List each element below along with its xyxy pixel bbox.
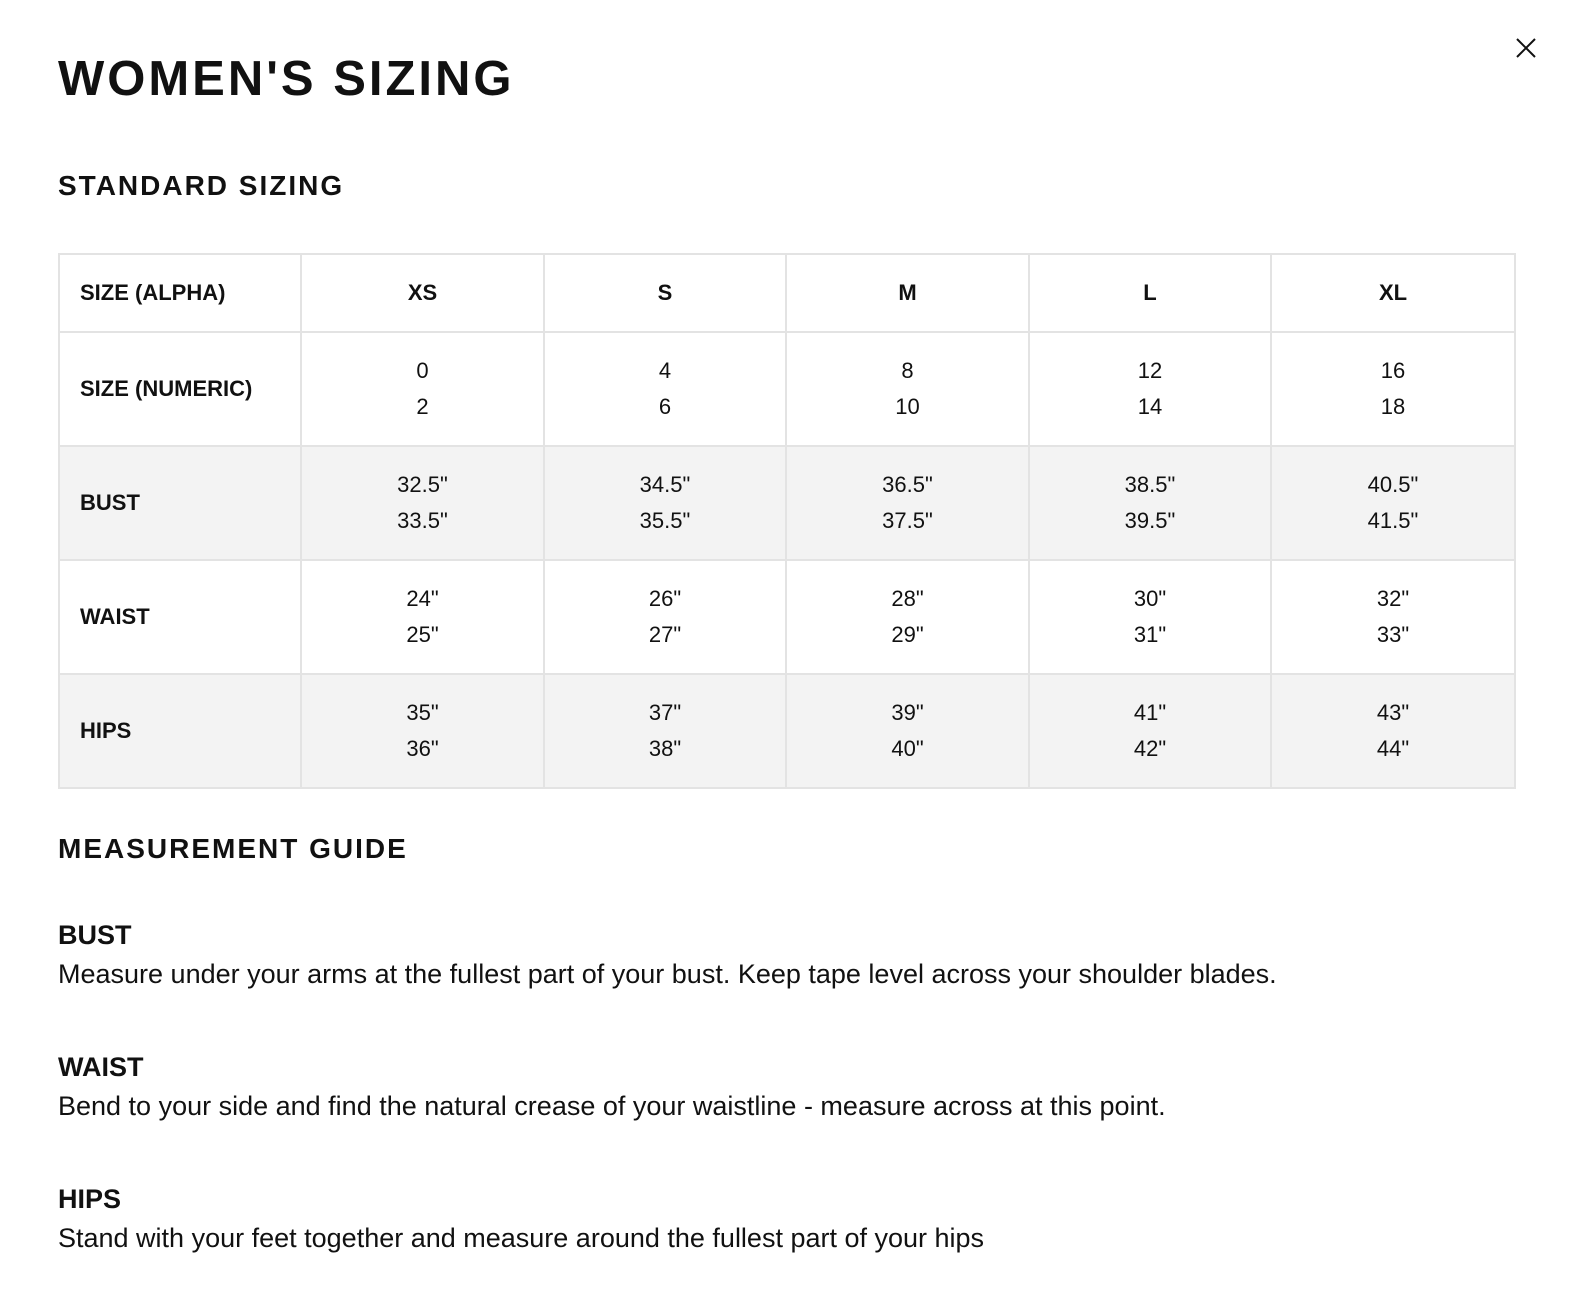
- cell-value: 41.5": [1367, 508, 1419, 533]
- row-label-size-alpha: SIZE (ALPHA): [59, 254, 301, 332]
- cell-value: 4: [658, 358, 672, 383]
- guide-title-waist: WAIST: [58, 1052, 144, 1082]
- cell-value: 40": [891, 736, 924, 761]
- cell-value: 44": [1376, 736, 1410, 761]
- cell-value: 37.5": [882, 508, 933, 533]
- close-icon[interactable]: [1508, 30, 1544, 66]
- table-cell: [301, 560, 544, 674]
- table-cell: [786, 446, 1029, 560]
- table-cell: [544, 560, 786, 674]
- cell-value: 10: [895, 394, 920, 419]
- column-header-xl: XL: [1271, 254, 1515, 332]
- cell-value: 26": [648, 586, 682, 611]
- table-cell: [544, 674, 786, 788]
- row-label-bust: BUST: [59, 446, 301, 560]
- bust-row: [59, 446, 1515, 560]
- table-cell: [786, 332, 1029, 446]
- hips-row: [59, 674, 1515, 788]
- cell-value: 27": [648, 622, 682, 647]
- size-numeric-row: [59, 332, 1515, 446]
- cell-value: 40.5": [1367, 472, 1419, 497]
- cell-value: 38": [648, 736, 682, 761]
- table-cell: [1271, 674, 1515, 788]
- cell-value: 38.5": [1124, 472, 1176, 497]
- cell-value: 31": [1133, 622, 1167, 647]
- guide-item-waist: [58, 1050, 1498, 1123]
- table-cell: [1271, 560, 1515, 674]
- cell-value: 28": [891, 586, 924, 611]
- row-label-size-numeric: SIZE (NUMERIC): [59, 332, 301, 446]
- cell-value: 30": [1133, 586, 1167, 611]
- cell-value: 25": [406, 622, 439, 647]
- table-cell: [544, 332, 786, 446]
- row-label-waist: WAIST: [59, 560, 301, 674]
- guide-title-bust: BUST: [58, 920, 132, 950]
- table-cell: [1271, 332, 1515, 446]
- size-alpha-row: [59, 254, 1515, 332]
- cell-value: 41": [1133, 700, 1167, 725]
- column-header-s: S: [544, 254, 786, 332]
- guide-item-bust: [58, 918, 1498, 991]
- cell-value: 8: [901, 358, 914, 383]
- table-cell: [301, 332, 544, 446]
- waist-row: [59, 560, 1515, 674]
- cell-value: 0: [416, 358, 429, 383]
- cell-value: 6: [658, 394, 672, 419]
- table-cell: [1029, 446, 1271, 560]
- column-header-xs: XS: [301, 254, 544, 332]
- column-header-m: M: [786, 254, 1029, 332]
- cell-value: 36.5": [882, 472, 933, 497]
- cell-value: 33": [1376, 622, 1410, 647]
- size-chart-table: [58, 253, 1516, 789]
- standard-sizing-heading: STANDARD SIZING: [58, 170, 345, 201]
- guide-text-bust: Measure under your arms at the fullest part of your bust. Keep tape level across your shoulder blades.: [58, 959, 1277, 989]
- guide-text-hips: Stand with your feet together and measure around the fullest part of your hips: [58, 1223, 985, 1253]
- cell-value: 12: [1137, 358, 1163, 383]
- row-label-hips: HIPS: [59, 674, 301, 788]
- cell-value: 32.5": [397, 472, 448, 497]
- cell-value: 36": [406, 736, 439, 761]
- cell-value: 18: [1380, 394, 1406, 419]
- table-cell: [301, 446, 544, 560]
- guide-item-hips: [58, 1182, 1498, 1255]
- table-cell: [1029, 560, 1271, 674]
- cell-value: 42": [1133, 736, 1167, 761]
- cell-value: 32": [1376, 586, 1410, 611]
- guide-text-waist: Bend to your side and find the natural crease of your waistline - measure across at this point.: [58, 1091, 1166, 1121]
- cell-value: 35.5": [639, 508, 691, 533]
- table-cell: [301, 674, 544, 788]
- guide-title-hips: HIPS: [58, 1184, 122, 1214]
- table-cell: [786, 674, 1029, 788]
- cell-value: 33.5": [397, 508, 448, 533]
- cell-value: 14: [1137, 394, 1163, 419]
- table-cell: [1271, 446, 1515, 560]
- cell-value: 35": [406, 700, 439, 725]
- cell-value: 29": [891, 622, 924, 647]
- cell-value: 2: [416, 394, 429, 419]
- cell-value: 24": [406, 586, 439, 611]
- cell-value: 37": [648, 700, 682, 725]
- cell-value: 34.5": [639, 472, 691, 497]
- close-button[interactable]: [1508, 30, 1544, 66]
- table-cell: [786, 560, 1029, 674]
- cell-value: 43": [1376, 700, 1410, 725]
- column-header-l: L: [1029, 254, 1271, 332]
- table-cell: [544, 446, 786, 560]
- cell-value: 39": [891, 700, 924, 725]
- table-cell: [1029, 332, 1271, 446]
- cell-value: 16: [1380, 358, 1406, 383]
- measurement-guide-heading: MEASUREMENT GUIDE: [58, 833, 408, 864]
- cell-value: 39.5": [1124, 508, 1176, 533]
- table-cell: [1029, 674, 1271, 788]
- page-title: WOMEN'S SIZING: [58, 52, 515, 106]
